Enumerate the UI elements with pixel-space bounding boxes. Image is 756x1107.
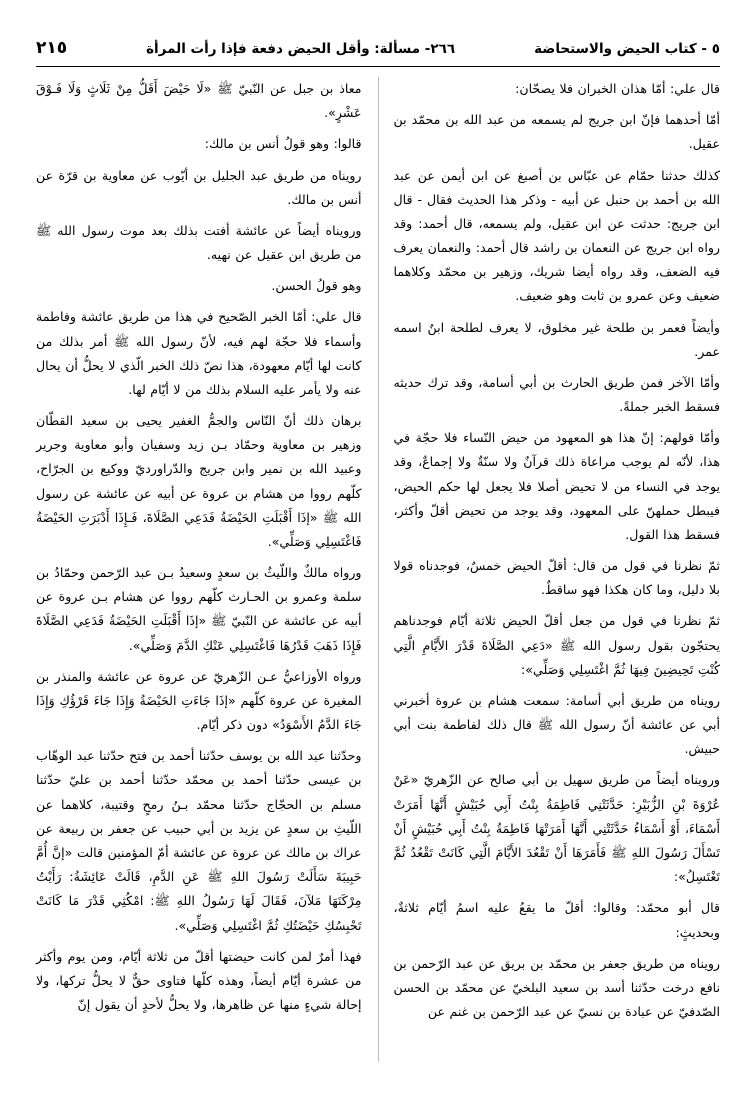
running-title-book: ٥ - كتاب الحيض والاستحاضة [534,41,720,57]
paragraph: قال علي: أمّا الخبر الصّحيح في هذا من طريق عائشة وفاطمة وأسماء فلا حجّة لهم فيه، لأنّ رسول الله ﷺ أمر بذلك من كانت لها أيّام معهودة، هذا نصّ ذلك الخبر الّذي لا يحلُّ أن يحال عنه ولا يأمر عليه السلام بذلك من لا أيّام لها. [36,309,362,397]
page-header [36,38,720,64]
column-right [384,77,720,1062]
paragraph: ورويناه أيضاً من طريق سهيل بن أبي صالح عن الزّهريّ «عَنْ عُرْوَةَ بْنِ الزُّبَيْرِ: حَدَّثَتْنِي فَاطِمَةُ بِنْتُ أَبِي حُبَيْشٍ أَنَّهَا أَمَرَتْ أَسْمَاءَ، أَوْ أَسْمَاءُ حَدَّثَتْنِي أَنَّهَا أَمَرَتْهَا فَاطِمَةُ بِنْتُ أَبِي حُبَيْشٍ أَنْ تَسْأَلَ رَسُولَ اللهِ ﷺ فَأَمَرَهَا أَنْ تَقْعُدَ الأَيَّامَ الَّتِي كَانَتْ تَقْعُدُ ثُمَّ تَغْتَسِلُ»: [393,772,720,885]
paragraph: كذلك حدثنا حمّام عن عبّاس بن أصبغ عن ابن أيمن عن عبد الله بن أحمد بن حنبل عن أبيه - وذكر هذا الحديث فقال - قال ابن جريج: حدثت عن ابن عقيل، ولم يسمعه، قال أحمد: وقد رواه ابن جريج عن النعمان بن راشد قال أحمد: والنعمان يعرف فيه الضعف، وقد رواه أيضا شريك، وزهير بن محمّد وكلاهما ضعيف وعن عمرو بن ثابت وهو ضعيف. [393,167,720,304]
paragraph: ثمّ نظرنا في قول من جعل أقلّ الحيض ثلاثة أيّام فوجدناهم يحتجّون بقول رسول الله ﷺ «دَعِي الصَّلَاةَ قَدْرَ الأَيَّامِ الَّتِي كُنْتِ تَحِيضِينَ فِيهَا ثُمَّ اغْتَسِلِي وَصَلِّي»: [393,613,720,677]
paragraph: أمّا أحدهما فإنّ ابن جريج لم يسمعه من عبد الله بن محمّد بن عقيل. [393,112,720,152]
paragraph: فهذا أمرٌ لمن كانت حيضتها أقلّ من ثلاثة أيّام، ومن يوم وأكثر من عشرة أيّام أيضاً، وهذه كلّها فتاوى حقٌّ لا يحلُّ تركها، ولا إحالة شيءٍ منها عن ظاهرها، ولا يحلُّ لأحدٍ أن يقول إنّ [36,948,362,1013]
paragraph: وأيضاً فعمر بن طلحة غير مخلوق، لا يعرف لطلحة ابنٌ اسمه عمر. [393,319,720,359]
header-divider [36,66,720,67]
paragraph: رويناه من طريق عبد الجليل بن أيّوب عن معاوية بن قرّة عن أنس بن مالك. [36,167,362,207]
paragraph: معاذ بن جبل عن النّبيّ ﷺ «لَا حَيْضَ أَقَلُّ مِنْ ثَلَاثٍ وَلَا فَـوْقَ عَشْرٍ». [36,81,362,121]
paragraph: وهو قولُ الحسن. [271,278,362,294]
paragraph: وحدّثنا عبد الله بن يوسف حدّثنا أحمد بن فتح حدّثنا عبد الوهّاب بن عيسى حدّثنا أحمد بن محمّد حدّثنا أحمد بن عليّ حدّثنا مسلم بن الحجّاج حدّثنا محمّد بـنُ رمحٍ وقتيبة، كلاهما عن اللّيثِ بن سعدٍ عن يزيد بن أبي حبيب عن جعفر بن ربيعة عن عراك بن مالك عن عروة عن عائشة أمّ المؤمنين قالت «إنَّ أُمَّ حَبِيبَةَ سَأَلَتْ رَسُولَ اللهِ ﷺ عَنِ الدَّمِ، قَالَتْ عَائِشَةُ: رَأَيْتُ مِرْكَنَهَا مَلآنَ، فَقَالَ لَهَا رَسُولُ اللهِ ﷺ: امْكُثِي قَدْرَ مَا كَانَتْ تَحْبِسُكِ حَيْضَتُكِ ثُمَّ اغْتَسِلِي وَصَلِّي». [36,748,362,933]
running-title-center: ٢٦٦- مسألة: وأقل الحيض دفعة فإذا رأت المرأة [146,41,456,57]
paragraph: ورويناه أيضاً عن عائشة أفتت بذلك بعد موت رسول الله ﷺ من طريق ابن عقيل عن نهيه. [36,222,362,263]
column-divider [378,77,379,1062]
paragraph: رويناه من طريق جعفر بن محمّد بن بريق عن عبد الرّحمن بن نافع درخت حدّثنا أسد بن سعيد البلخيّ عن محمّد بن الحسن الصّدفيّ عن عبادة بن نسيّ عن عبد الرّحمن بن غنم عن [393,955,720,1020]
paragraph: برهان ذلك أنّ النّاس والجمُّ الغفير يحيى بن سعيد القطّان وزهير بن معاوية وحمّاد بـن زيد وسفيان وأبو معاوية وجرير وعبيد الله بن نمير وابن جريج والدّراورديّ ووكيع بن الجرّاح، كلّهم رووا من هشام بن عروة عن أبيه عن عائشة عن رسول الله ﷺ «إذَا أَقْبَلَتِ الحَيْضَةُ فَدَعِي الصَّلَاةَ، فَـإِذَا أَدْبَرَتِ الحَيْضَةُ فَاغْتَسِلِي وَصَلِّي». [36,413,362,549]
column-left [36,77,373,1062]
paragraph: ورواه مالكٌ واللّيثُ بن سعدٍ وسعيدُ بـن عبد الرّحمن وحمّادُ بن سلمة وعمرو بن الحـارث كلّهم رووا عن هشام بـن عروة عن أبيه عن عائشة عن النّبيّ ﷺ «إذَا أَقْبَلَتِ الحَيْضَةُ فَدَعِي الصَّلَاةَ فَإِذَا ذَهَبَ قَدْرُهَا فَاغْتَسِلِي عَنْكِ الدَّمَ وَصَلِّي». [36,565,362,653]
paragraph: ثمّ نظرنا في قول من قال: أقلّ الحيض خمسٌ، فوجدناه قولا بلا دليل، وما كان هكذا فهو ساقطٌ. [393,558,720,598]
paragraph: قالوا: وهو قولُ أنس بن مالك: [204,136,362,152]
paragraph: رويناه من طريق أبي أسامة: سمعت هشام بن عروة أخبرني أبي عن عائشة أنّ رسول الله ﷺ قال ذلك لفاطمة بنت أبي حبيش. [393,692,720,757]
paragraph: ورواه الأوزاعيُّ عـن الزّهريّ عن عروة عن عائشة والمنذر بن المغيرة عن عروة كلّهم «إذَا جَاءَتِ الحَيْضَةُ وَإِذَا جَاءَ قَرْؤُكِ وَإِذَا جَاءَ الدَّمُ الأَسْوَدُ» دون ذكر أيّام. [36,668,362,733]
page-number: ٢١٥ [36,38,68,58]
two-column-body [36,77,720,1062]
paragraph: قال علي: أمّا هذان الخبران فلا يصحّان: [515,81,720,96]
paragraph: قال أبو محمّد: وقالوا: أقلّ ما يقعُ عليه اسمُ أيّام ثلاثةٌ، وبحديثٍ: [393,900,720,940]
paragraph: وأمّا قولهم: إنّ هذا هو المعهود من حيض النّساء فلا حجّة في هذا، لأنّه لم يوجب مراعاة ذلك قرآنٌ ولا سنّةٌ ولا إجماعٌ، وقد يوجد في النساء من لا تحيض أصلا فلا يجعل لها حكم الحيض، فيبطل حملهنّ على المعهود، وقد يوجد من تحيض أقلّ وأكثر، فسقط هذا القول. [393,430,720,542]
paragraph: وأمّا الآخر فمن طريق الحارث بن أبي أسامة، وقد ترك حديثه فسقط الخبر جملةً. [393,374,720,415]
